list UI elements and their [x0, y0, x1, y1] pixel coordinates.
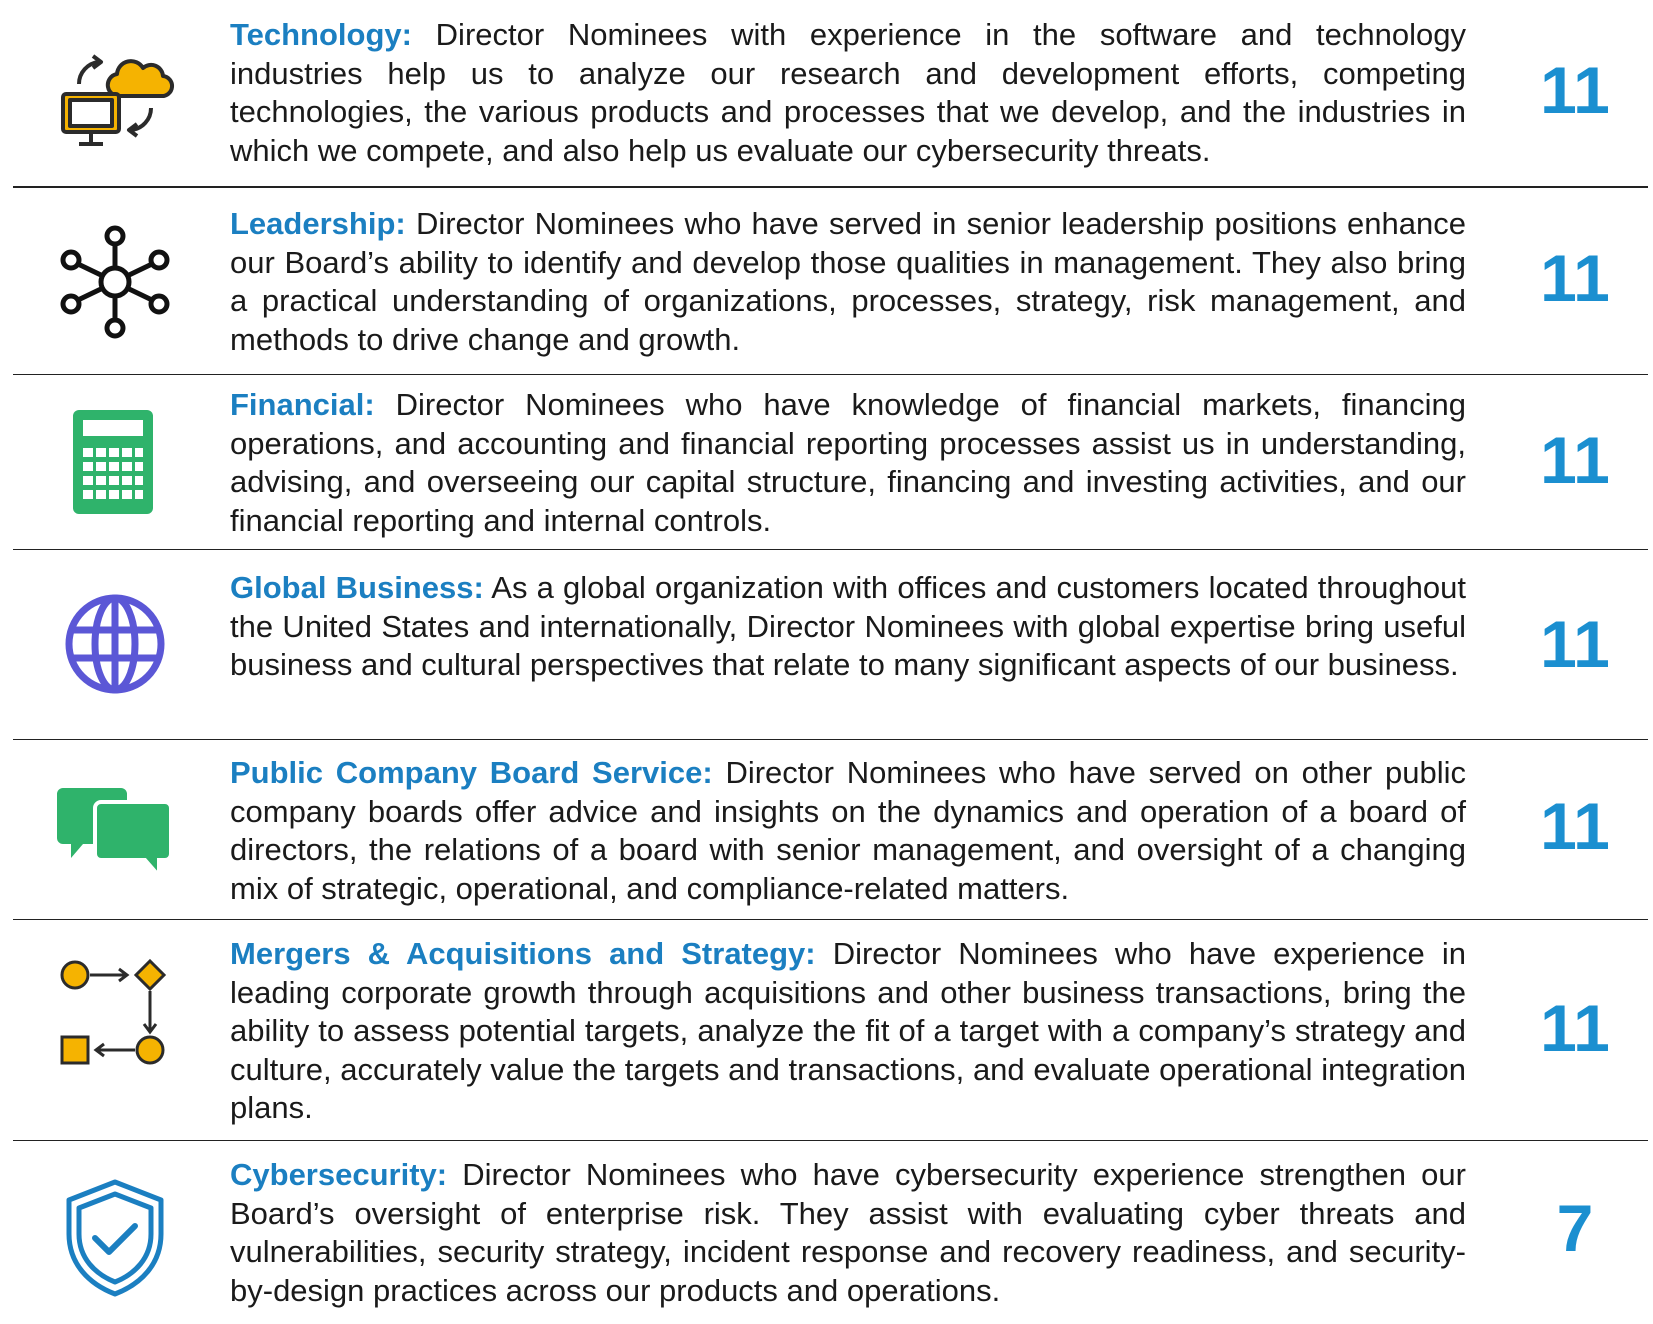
skill-count: 11	[1540, 607, 1610, 681]
calculator-icon	[55, 404, 175, 524]
row-divider	[13, 374, 1648, 375]
skill-count: 11	[1540, 423, 1610, 497]
skill-label: Mergers & Acquisitions and Strategy:	[230, 936, 816, 971]
shield-check-icon	[55, 1178, 175, 1298]
skill-text: Director Nominees with experience in the software and technology industries help us to analyze our research and development efforts, competing technologies, the various products and processes that we develop, and the industries in which we compete, and also help us evaluate our cybersecurity threats.	[230, 17, 1466, 168]
chat-bubbles-icon	[55, 770, 175, 890]
skill-text: Director Nominees who have served on other public company boards offer advice and insights on the dynamics and operation of a board of directors, the relations of a board with senior management, and oversight of a changing mix of strategic, operational, and compliance-related matters.	[230, 755, 1466, 906]
workflow-icon	[55, 957, 175, 1077]
skill-description	[230, 569, 1466, 685]
skill-description	[230, 386, 1466, 540]
skill-count: 7	[1556, 1191, 1594, 1265]
network-hub-icon	[55, 222, 175, 342]
globe-icon	[55, 584, 175, 704]
row-divider	[13, 1140, 1648, 1141]
skill-text: Director Nominees who have experience in leading corporate growth through acquisitions and other business transactions, bring the ability to assess potential targets, analyze the fit of a target with a company’s strategy and culture, accurately value the targets and transactions, and evaluate operational integration plans.	[230, 936, 1466, 1125]
skill-description	[230, 754, 1466, 908]
skill-description	[230, 1156, 1466, 1310]
skill-label: Cybersecurity:	[230, 1157, 448, 1192]
skill-count: 11	[1540, 241, 1610, 315]
row-divider	[13, 186, 1648, 188]
skill-count: 11	[1540, 991, 1610, 1065]
skill-text: Director Nominees who have knowledge of financial markets, financing operations, and accounting and financial reporting processes assist us in understanding, advising, and overseeing our capital structure, financing and investing activities, and our financial reporting and internal controls.	[230, 387, 1466, 538]
skill-count: 11	[1540, 53, 1610, 127]
skill-text: Director Nominees who have served in senior leadership positions enhance our Board’s ability to identify and develop those qualities in management. They also bring a practical understanding of organizations, processes, strategy, risk management, and methods to drive change and growth.	[230, 206, 1466, 357]
computer-cloud-sync-icon	[55, 36, 175, 156]
skill-label: Leadership:	[230, 206, 406, 241]
skill-text: Director Nominees who have cybersecurity experience strengthen our Board’s oversight of enterprise risk. They assist with evaluating cyber threats and vulnerabilities, security strategy, incident response and recovery readiness, and security-by-design practices across our products and operations.	[230, 1157, 1466, 1308]
skill-text: As a global organization with offices and customers located throughout the United States and internationally, Director Nominees with global expertise bring useful business and cultural perspectives that relate to many significant aspects of our business.	[230, 570, 1466, 682]
row-divider	[13, 549, 1648, 550]
skill-label: Financial:	[230, 387, 375, 422]
skill-description	[230, 935, 1466, 1128]
row-divider	[13, 739, 1648, 740]
skill-label: Global Business:	[230, 570, 484, 605]
skill-label: Technology:	[230, 17, 412, 52]
skill-count: 11	[1540, 789, 1610, 863]
skill-description	[230, 16, 1466, 170]
skill-description	[230, 205, 1466, 359]
row-divider	[13, 919, 1648, 920]
skill-label: Public Company Board Service:	[230, 755, 713, 790]
